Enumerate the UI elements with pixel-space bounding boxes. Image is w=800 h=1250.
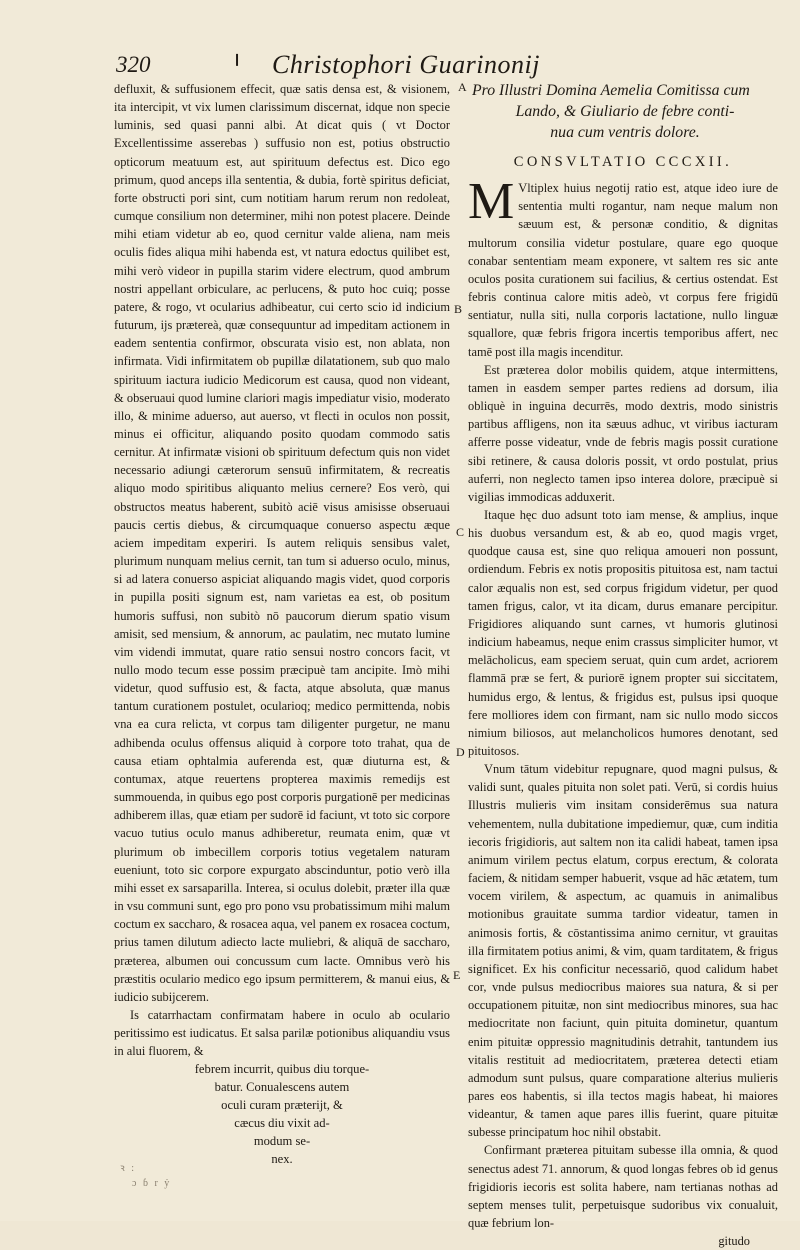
tail-line: modum se- bbox=[253, 1134, 311, 1149]
title-line: Pro Illustri Domina Aemelia Comitissa cum bbox=[472, 82, 750, 99]
running-title: Christophori Guarinonij bbox=[272, 50, 540, 79]
title-line: Lando, & Giuliario de febre conti- bbox=[515, 103, 735, 120]
margin-letter-a: A bbox=[458, 80, 467, 94]
right-paragraph: Vltiplex huius negotij ratio est, atque ideo iure de sententia multi rogantur, nam neque malum non sæuum est, & personæ conditio, & dignitas multorum consilia videtur postulare, quare ego quoque conabar sententiam meam exponere, vt saltem res sic ante oculos posita curationem sui facilius, & certius ostendat. Est febris continua calore mitis adeò, vt corpus fere frigidū sentiatur, nulla siti, nulla corporis lactatione, nullo linguæ squallore, quæ febris frigora incertis temporibus affert, nec tamē post illa magis incenditur. bbox=[468, 181, 778, 359]
running-header bbox=[110, 50, 750, 84]
margin-letter-c: C bbox=[456, 525, 465, 539]
left-paragraph: Is catarrhactam confirmatam habere in oculo ab oculario peritissimo est iudicatus. Et salsa parilæ potionibus aliquandiu vsus in alui fluorem, & bbox=[114, 1007, 450, 1059]
catchword: gitudo bbox=[718, 1234, 750, 1249]
header-mark: ❙ bbox=[232, 52, 243, 66]
right-paragraph: Est præterea dolor mobilis quidem, atque intermittens, tamen in easdem semper partes rediens ad dorsum, ilia obliquè in inguina decurrēs, modo dextris, modo sinistris partibus affligens, non ita sæuus adhuc, vt viribus iacturam afferre posse videatur, vnde de febris magis possit curatione sibi retinere, & causa doloris possit, vt ordo postulat, prius auferri, non neglecto tamen ipso interea dolore, præcipuè si vigilias immodicas adduxerit. bbox=[468, 362, 778, 504]
right-paragraph: Vnum tātum videbitur repugnare, quod magni pulsus, & validi sunt, quales pituita non solet pati. Verū, si cordis huius Illustris mulieris vim insitam considerēmus sua natura vehementem, nulla dubitatione impediemur, quæ, cum inditia iecoris frigidioris, aut saltem non ita calidi habeat, tamen ipsa animum virilem pectus elatum, corpus erectum, & colorata faciem, & nitidam semper habuerit, vsque ad hāc ætatem, tum vocem virilem, & aspectum, ac quamuis in animalibus motionibus grauitate summa tardior videatur, tamen in animosis fortis, & cōstantissima animo cernitur, vt grauitas illa firmitatem potius animi, & vim, quam tarditatem, & frigus significet. Ex his conficitur necessariō, quod calidum habet cor, vnde pulsus mediocribus maiores sua natura, & si per occupationem pituitæ, non sint mediocribus minores, sua hac mediocritate non faciunt, quin pituita dominetur, quantum enim pituitæ oppressio magnitudinis detrahit, tantundem ius vitalis restituit ad mediocritatem, præterea detecti etiam admodum sunt pulsus, quare comparatione alterius mulieris pares eos habentis, si illa tectos magis habeat, hi maiores videantur, & tamen aque pares illis fuerint, quare pituitæ subesse principatum hoc nihil obstabit. bbox=[468, 762, 778, 1140]
left-paragraph: defluxit, & suffusionem effecit, quæ satis densa est, & visionem, ita intercipit, vt vix lumen clarissimum discernat, idque non specie luminis, sed quasi panni albi. At dicat quis ( vt Doctor Excellentissime asserebas ) suffusio non est, potius obstructio opticorum meatuum est, aut spirituum defectus est. Dico ego primum, quod anceps illa sententia, & dubia, fortè spiritus deficiat, forte obstructi pori sint, cum notitiam harum rerum non redoleat, cumque consilium non determiner, mihi non potest placere. Deinde mihi etiam videtur ab eo, quod cernitur valde aliena, nam meis oculis fides aliqua mihi habenda est, vt natura edoctus quilibet est, mihi verò videor in pupilla starim videre electrum, quod ambrum nostri appellant orbiculare, ac perlucens, & puto hoc cuiq; posse patere, & rogo, vt ocularius adhibeatur, cui certo scio id indicium futurum, ijs prætereà, quæ consequuntur ad impeditam actionem in eadem sententia confirmor, obscurata visio est, non ablata, non infirmata. Vidi infirmitatem ob pupillæ dilatationem, sub quo malo spirituum iactura iudicio Medicorum est causa, quod non videant, & obseruaui quod lumine clariori magis impediatur visio, moderato illo, & minime aduerso, aut auerso, vt flecti in oculos non possit, minus ei officitur, aliquando posito quodam commodo satis cernitur. At infirmatæ visioni ob spirituum defectum quis non videt necessario adiungi cæterorum sensuū infirmitatem, & recreatis aliquo modo spiritibus aliquanto melius cernere? Eos verò, qui obstructos meatus haberent, subitò aciē visus amisisse obseruaui paucis certis diebus, & circumquaque conuerso aspectu æque aciem impeditam experiri. Is autem reliquis sensibus valet, plurimum nunquam melius cernit, tan tum si aduerso oculo, minus, si ad latera conuerso aspiciat aliquando magis videt, quod corporis in pupilla positi signum est, nam varietas ea est, ob positum humoris suffusi, non subitò nō paucorum dierum spatio visum amisit, sed mensium, & annorum, ac paulatim, nec mutato lumine vim videndi immutat, quare ratio sensui nostro concors facit, vt nullo modo tecum esse possim præcipuè tam ancipite. Imò mihi videtur, quod suffusio est, & facta, atque absoluta, quæ manus tantum curationem postulet, ocularioq; medico permittenda, nobis vna ea cura relicta, vt corpus tam diligenter purgetur, ne manu adhibenda oculus offensus aliquid à corpore toto trahat, qua de causa etiam ophtalmia auferenda est, quæ diuturna est, & contumax, atque reuertens propterea maximis remedijs est summouenda, in quibus ego post corporis purgationē per medicinas adhiberem illas, quæ etiam per sudorē id faciunt, vt toto sic corpore vacuo tutius oculo manus adhiberetur, reumata enim, quæ vt plurimum ob imbecillem corporis totius vegetalem naturam eueniunt, toto sic corpore expurgato abscinduntur, potio verò illa mihi esset ex sarsaparilla. Interea, si oculus dolebit, præter illa quæ in vsu communi sunt, ego pro pono vsu probatissimum mihi malum coctum ex saccharo, & rosacea aqua, vel panem ex rosacea coctum, prius tamen dilutum adiecto lacte muliebri, & aliquā de saccharo, præterea, albumen oui concussum cum lacte. Omnibus verò his præstitis oculario medico ego ipsum permitterem, & manui eius, & iudicio subijcerem. bbox=[114, 82, 450, 1004]
consultation-title bbox=[472, 80, 778, 143]
tail-line: nex. bbox=[271, 1152, 293, 1167]
left-column bbox=[114, 80, 450, 1168]
tail-line: febrem incurrit, quibus diu torque- bbox=[194, 1062, 370, 1077]
margin-letter-d: D bbox=[456, 745, 465, 759]
tail-line: cæcus diu vixit ad- bbox=[234, 1116, 330, 1131]
right-column bbox=[468, 80, 778, 1250]
tail-line: oculi curam præterijt, & bbox=[221, 1098, 343, 1113]
title-line: nua cum ventris dolore. bbox=[550, 124, 700, 141]
right-paragraph: Itaque hęc duo adsunt toto iam mense, & amplius, inque his duobus versandum est, & ab eo, quod magis vrget, quodque causa est, sine quo reliqua amoueri non possunt, ordiendum. Febris ex notis propositis pituitosa est, nam tactui calor æqualis non est, sed corpus frigidum videtur, per quod tamen frigus, calor, vt ita dicam, durus emanare percipitur. Frigidiores aliquando sunt carnes, vt humoris glutinosi indicium habeamus, neque enim crassus simpliciter humor, vt melācholicus, eam speciem seruat, quin cum ardet, acriorem flammā præ se fert, & puriorē ignem propter sui siccitatem, humidus ergo, & lentus, & frigidus est, pulsus ipsi quoque fere molliores idem con firmant, nam sic nullo modo siccos nimium biliosos, aut melancholicos humores denotant, sed pituitosos. bbox=[468, 507, 778, 758]
page-number: 320 bbox=[116, 52, 151, 77]
right-paragraph: Confirmant præterea pituitam subesse illa omnia, & quod senectus adest 71. annorum, & quod longas febres ob id genus frigidioris iecoris est solita habere, nam tertianas nothas ad septem menses tulit, perpetuisque sudoribus vix conualuit, quæ febrium lon- bbox=[468, 1143, 778, 1231]
tail-line: batur. Conualescens autem bbox=[214, 1080, 350, 1095]
drop-capital: M bbox=[468, 173, 515, 231]
signature-mark: ɔ ɓ r ẏ bbox=[132, 1178, 172, 1189]
consultation-number: CONSVLTATIO CCCXII. bbox=[513, 154, 733, 170]
margin-letter-e: E bbox=[453, 968, 461, 982]
bottom-mark: ꝛ : bbox=[120, 1163, 137, 1174]
margin-letter-b: B bbox=[454, 302, 463, 316]
